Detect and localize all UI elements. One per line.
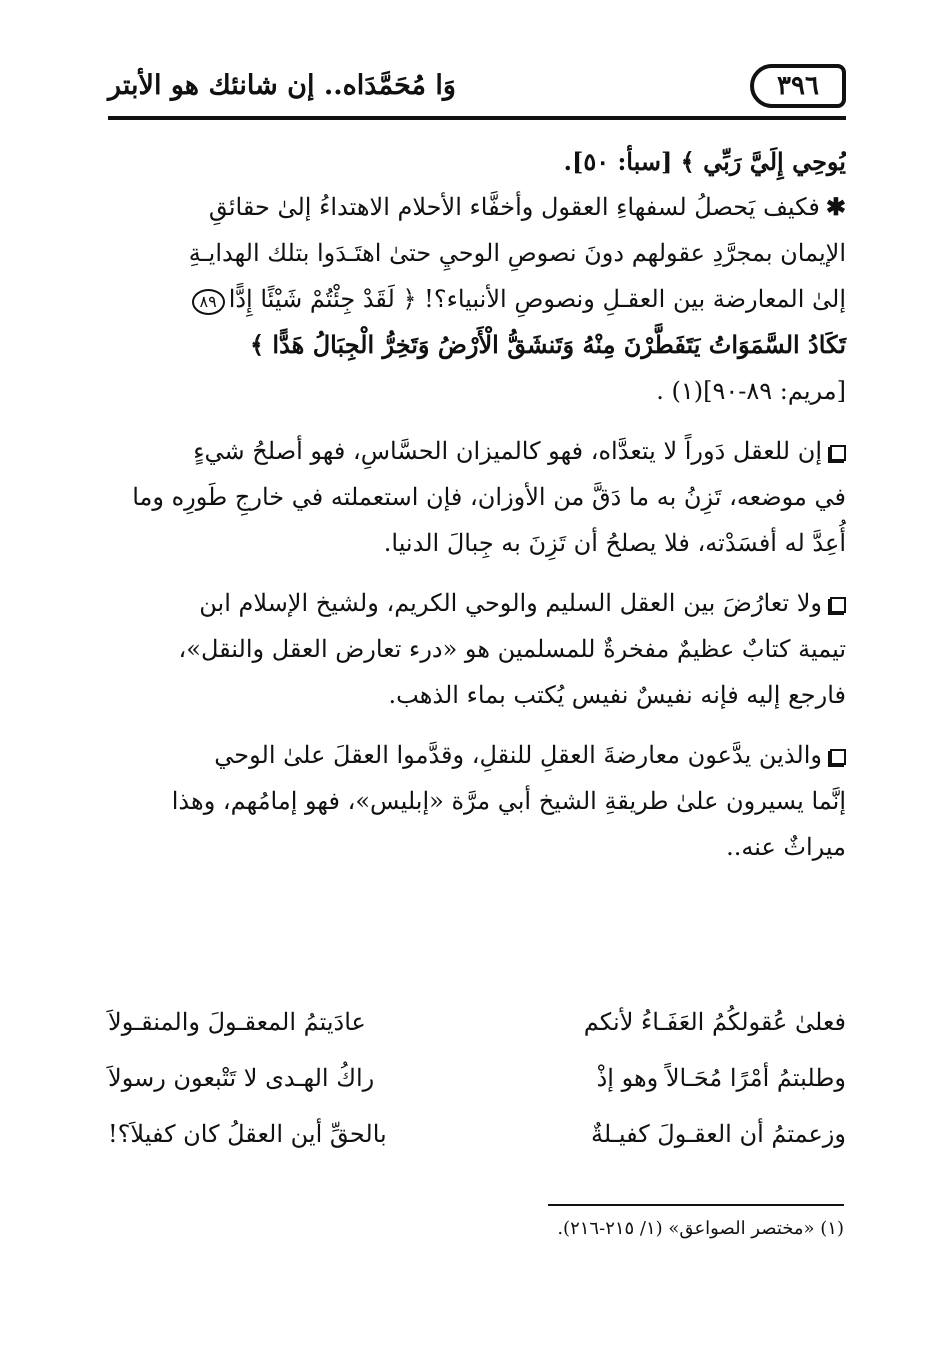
page-number: ٣٩٦	[750, 64, 846, 108]
hemistich-first: وزعمتمُ أن العقـولَ كفيـلةٌ	[591, 1120, 846, 1148]
poem-verse	[108, 994, 846, 1050]
footnote: (١) «مختصر الصواعق» (١/ ٢١٥-٢١٦).	[557, 1218, 844, 1239]
text-line: ميراثٌ عنه..	[726, 833, 846, 861]
main-text	[108, 140, 846, 884]
text-line: في موضعه، تَزِنُ به ما دَقَّ من الأوزان، فإن استعملته في خارجِ طَورِه وما	[132, 483, 846, 511]
hemistich-second: عادَيتمُ المعقـولَ والمنقـولاَ	[108, 1008, 366, 1036]
paragraph-1	[108, 184, 846, 414]
footnote-rule	[548, 1204, 844, 1206]
text-line: إن للعقل دَوراً لا يتعدَّاه، فهو كالميزان الحسَّاسِ، فهو أصلحُ شيءٍ	[193, 437, 822, 465]
header-rule	[108, 116, 846, 120]
text-line: والذين يدَّعون معارضةَ العقلِ للنقلِ، وقدَّموا العقلَ علىٰ الوحي	[214, 741, 822, 769]
text-line: أُعِدَّ له أفسَدْته، فلا يصلحُ أن تَزِنَ به جِبالَ الدنيا.	[383, 529, 846, 557]
text-line: إلىٰ المعارضة بين العقـلِ ونصوصِ الأنبياء؟! ﴿ لَقَدْ جِئْتُمْ شَيْئًا إِدًّا	[228, 285, 846, 313]
quran-verse: تَكَادُ السَّمَوَاتُ يَتَفَطَّرْنَ مِنْهُ وَتَنشَقُّ الْأَرْضُ وَتَخِرُّ الْجِبَالُ هَدًّا ﴾	[250, 330, 846, 359]
text-line: فكيف يَحصلُ لسفهاءِ العقول وأخفَّاء الأحلام الاهتداءُ إلىٰ حقائقِ	[208, 193, 820, 221]
square-bullet-icon	[830, 597, 846, 613]
paragraph-4	[108, 732, 846, 870]
text-line: فارجع إليه فإنه نفيسٌ نفيس يُكتب بماء الذهب.	[388, 681, 846, 709]
verse-continuation: يُوحِي إِلَيَّ رَبِّي ﴾ [سبأ: ٥٠].	[563, 147, 846, 176]
star-icon: ✱	[825, 192, 846, 221]
square-bullet-icon	[830, 445, 846, 461]
hemistich-second: بالحقِّ أين العقلُ كان كفيلاَ؟!	[108, 1120, 387, 1148]
text-line: الإيمان بمجرَّدِ عقولهم دونَ نصوصِ الوحيِ حتىٰ اهتَـدَوا بتلك الهدايـةِ	[188, 239, 846, 267]
paragraph-2	[108, 428, 846, 566]
hemistich-second: راكُ الهـدى لا تَتْبعون رسولاَ	[108, 1064, 375, 1092]
hemistich-first: وطلبتمُ أمْرًا مُحَـالاً وهو إذْ	[596, 1064, 846, 1092]
poem-verse	[108, 1050, 846, 1106]
square-bullet-icon	[830, 749, 846, 765]
ayah-number-marker: ٨٩	[192, 289, 225, 315]
running-title: وَا مُحَمَّدَاه.. إن شانئك هو الأبتر	[108, 70, 456, 101]
page-header	[108, 62, 846, 116]
verse-reference: [مريم: ٨٩-٩٠](١) .	[656, 377, 846, 405]
poem	[108, 994, 846, 1162]
text-line: ولا تعارُضَ بين العقل السليم والوحي الكريم، ولشيخ الإسلام ابن	[199, 589, 822, 617]
paragraph-3	[108, 580, 846, 718]
poem-verse	[108, 1106, 846, 1162]
text-line: تيمية كتابٌ عظيمٌ مفخرةٌ للمسلمين هو «درء تعارض العقل والنقل»،	[178, 635, 846, 663]
hemistich-first: فعلىٰ عُقولكُمُ العَفَـاءُ لأنكم	[583, 1008, 846, 1036]
text-line: إنَّما يسيرون علىٰ طريقةِ الشيخ أبي مرَّة «إبليس»، فهو إمامُهم، وهذا	[171, 787, 846, 815]
